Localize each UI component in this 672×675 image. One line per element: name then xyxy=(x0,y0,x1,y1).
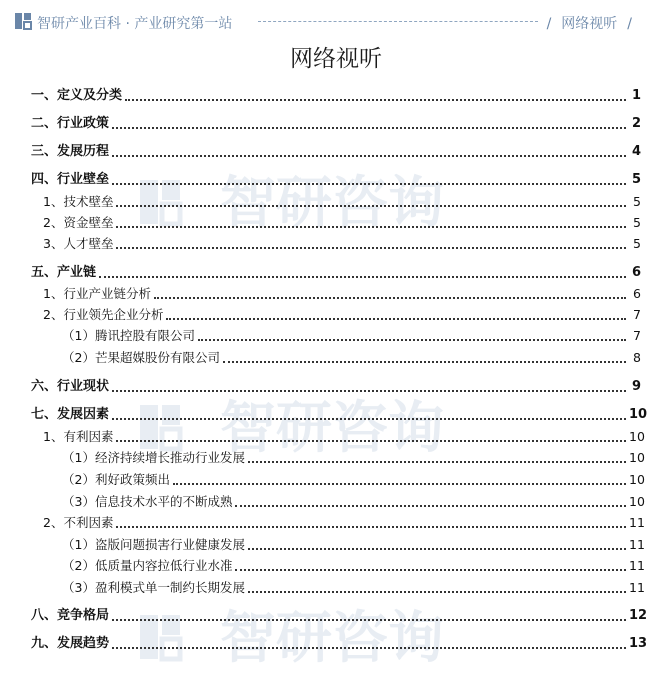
toc-page-number: 12 xyxy=(629,608,648,623)
toc-leader-dots xyxy=(112,155,626,157)
toc-entry[interactable] xyxy=(0,305,672,323)
toc-entry[interactable] xyxy=(0,513,672,531)
toc-entry-label: 五、产业链 xyxy=(31,265,97,280)
toc-leader-dots xyxy=(154,297,626,299)
site-header xyxy=(0,0,672,44)
toc-entry[interactable] xyxy=(0,284,672,302)
toc-entry[interactable] xyxy=(0,377,672,395)
slash-right: / xyxy=(627,16,632,32)
toc-page-number: 11 xyxy=(629,537,645,552)
toc-leader-dots xyxy=(173,483,626,485)
toc-leader-dots xyxy=(116,440,626,442)
toc-page-number: 6 xyxy=(633,286,641,301)
toc-entry[interactable] xyxy=(0,427,672,445)
toc-entry[interactable] xyxy=(0,114,672,132)
toc-leader-dots xyxy=(116,226,626,228)
toc-entry-label: （2）低质量内容拉低行业水准 xyxy=(62,558,233,573)
watermark-text-2: 智研咨询 xyxy=(220,396,444,461)
toc-entry-label: 1、有利因素 xyxy=(43,429,114,444)
toc-leader-dots xyxy=(116,205,626,207)
toc-entry[interactable] xyxy=(0,405,672,423)
toc-leader-dots xyxy=(235,569,626,571)
toc-page-number: 10 xyxy=(629,429,645,444)
toc-leader-dots xyxy=(248,548,626,550)
toc-page-number: 7 xyxy=(633,307,641,322)
toc-page-number: 11 xyxy=(629,515,645,530)
toc-entry-label: 九、发展趋势 xyxy=(31,636,110,651)
toc-entry-label: （3）信息技术水平的不断成熟 xyxy=(62,494,233,509)
toc-page-number: 10 xyxy=(629,494,645,509)
toc-leader-dots xyxy=(125,99,626,101)
header-section-label xyxy=(537,13,642,33)
toc-entry[interactable] xyxy=(0,492,672,510)
header-divider xyxy=(258,21,538,22)
toc-entry[interactable] xyxy=(0,535,672,553)
toc-entry-label: 3、人才壁垒 xyxy=(43,236,114,251)
toc-page-number: 5 xyxy=(633,215,641,230)
toc-entry[interactable] xyxy=(0,263,672,281)
toc-entry[interactable] xyxy=(0,234,672,252)
toc-entry-label: 八、竞争格局 xyxy=(31,608,110,623)
toc-leader-dots xyxy=(112,390,626,392)
toc-page-number: 10 xyxy=(629,450,645,465)
toc-entry-label: （2）利好政策频出 xyxy=(62,472,170,487)
toc-leader-dots xyxy=(112,619,626,621)
toc-leader-dots xyxy=(99,276,626,278)
toc-page-number: 5 xyxy=(631,172,641,187)
toc-entry-label: 2、不利因素 xyxy=(43,515,114,530)
toc-page-number: 6 xyxy=(631,265,641,280)
toc-entry-label: （1）腾讯控股有限公司 xyxy=(62,328,195,343)
toc-entry-label: 2、行业领先企业分析 xyxy=(43,307,164,322)
toc-entry-label: 2、资金壁垒 xyxy=(43,215,114,230)
toc-entry[interactable] xyxy=(0,634,672,652)
toc-entry[interactable] xyxy=(0,470,672,488)
toc-entry-label: 1、行业产业链分析 xyxy=(43,286,151,301)
watermark-text: 智研咨询 xyxy=(220,171,444,236)
toc-entry-label: 六、行业现状 xyxy=(31,379,110,394)
toc-leader-dots xyxy=(112,183,626,185)
toc-page-number: 11 xyxy=(629,558,645,573)
toc-entry-label: （1）盗版问题损害行业健康发展 xyxy=(62,537,245,552)
toc-leader-dots xyxy=(112,647,626,649)
toc-entry-label: 七、发展因素 xyxy=(31,407,110,422)
slash-left: / xyxy=(546,16,552,32)
toc-leader-dots xyxy=(112,127,626,129)
toc-page-number: 10 xyxy=(629,472,645,487)
toc-leader-dots xyxy=(198,339,626,341)
toc-entry[interactable] xyxy=(0,86,672,104)
toc-page-number: 4 xyxy=(631,144,641,159)
toc-leader-dots xyxy=(235,505,626,507)
toc-page-number: 11 xyxy=(629,580,645,595)
toc-page-number: 5 xyxy=(633,236,641,251)
toc-page-number: 9 xyxy=(631,379,641,394)
brand-name[interactable]: 智研产业百科 · 产业研究第一站 xyxy=(37,16,233,32)
toc-page-number: 7 xyxy=(633,328,641,343)
toc-entry[interactable] xyxy=(0,213,672,231)
toc-leader-dots xyxy=(223,361,626,363)
toc-entry-label: （1）经济持续增长推动行业发展 xyxy=(62,450,245,465)
toc-entry[interactable] xyxy=(0,448,672,466)
toc-entry-label: 四、行业壁垒 xyxy=(31,172,110,187)
toc-page-number: 5 xyxy=(633,194,641,209)
toc-entry[interactable] xyxy=(0,606,672,624)
watermark-text-3: 智研咨询 xyxy=(220,606,444,671)
toc-leader-dots xyxy=(248,461,626,463)
toc-entry-label: （2）芒果超媒股份有限公司 xyxy=(62,350,220,365)
toc-page-number: 2 xyxy=(631,116,641,131)
toc-entry-label: 二、行业政策 xyxy=(31,116,110,131)
toc-entry[interactable] xyxy=(0,578,672,596)
toc-leader-dots xyxy=(112,418,626,420)
toc-entry[interactable] xyxy=(0,170,672,188)
toc-leader-dots xyxy=(116,526,626,528)
toc-entry[interactable] xyxy=(0,326,672,344)
page-title: 网络视听 xyxy=(290,46,382,72)
toc-entry-label: （3）盈利模式单一制约长期发展 xyxy=(62,580,245,595)
toc-entry-label: 三、发展历程 xyxy=(31,144,110,159)
toc-leader-dots xyxy=(248,591,626,593)
toc-leader-dots xyxy=(166,318,626,320)
toc-entry[interactable] xyxy=(0,348,672,366)
toc-entry-label: 1、技术壁垒 xyxy=(43,194,114,209)
toc-page-number: 8 xyxy=(633,350,641,365)
section-name[interactable]: 网络视听 xyxy=(561,16,618,32)
toc-entry[interactable] xyxy=(0,556,672,574)
toc-entry[interactable] xyxy=(0,192,672,210)
toc-page-number: 13 xyxy=(629,636,648,651)
toc-entry[interactable] xyxy=(0,142,672,160)
toc-entry-label: 一、定义及分类 xyxy=(31,88,123,103)
toc-page-number: 10 xyxy=(629,407,648,422)
toc-page-number: 1 xyxy=(631,88,641,103)
brand-logo-icon xyxy=(14,12,32,30)
toc-leader-dots xyxy=(116,247,626,249)
